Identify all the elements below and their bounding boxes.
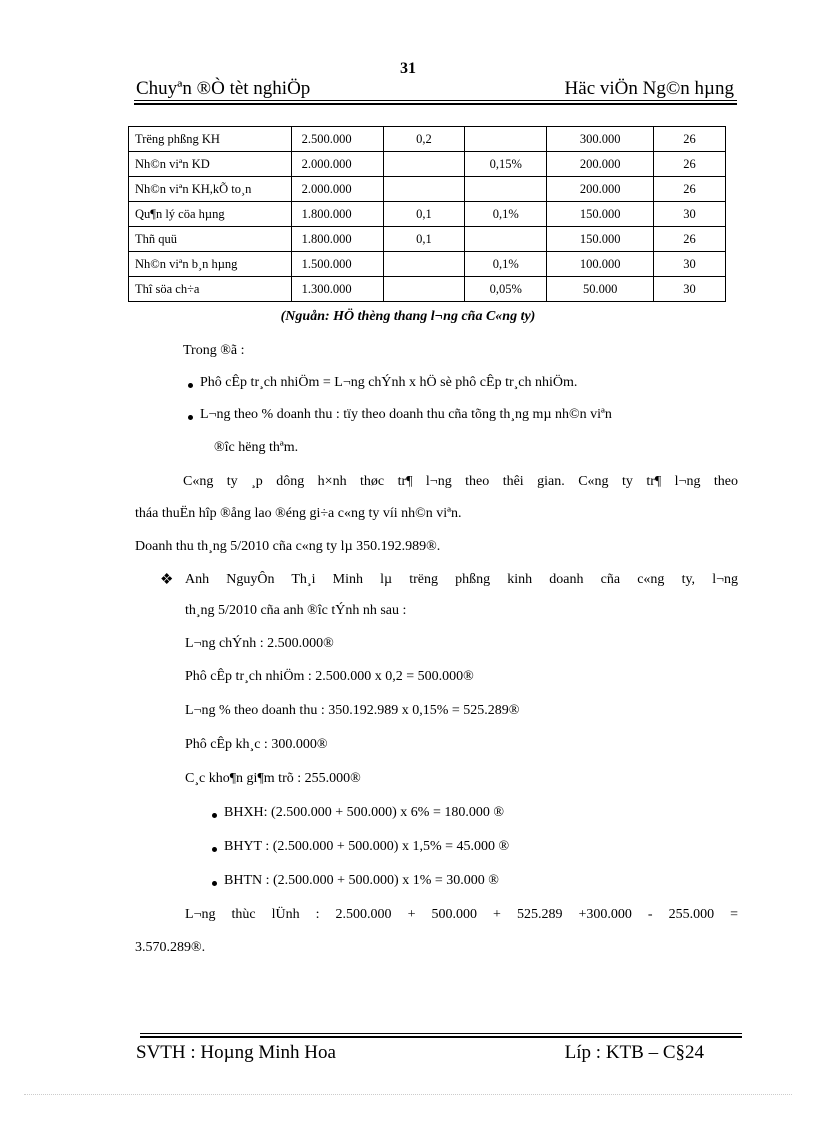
table-row [129,152,726,177]
net-salary-line: L¬ng thùc lÜnh : 2.500.000 + 500.000 + 525.289 +300.000 - 255.000 = [185,907,738,922]
footer-class: Líp : KTB – C§24 [564,1042,704,1063]
table-cell [383,277,465,302]
table-cell: 0,1% [465,252,547,277]
table-cell: 0,15% [465,152,547,177]
table-row [129,127,726,152]
bullet-allowance: Phô cÊp tr¸ch nhiÖm = L¬ng chÝnh x hÖ sè phô cÊp tr¸ch nhiÖm. [200,375,578,390]
paragraph-line: tháa thuËn hîp ®ång lao ®éng gi÷a c«ng ty víi nh©n viªn. [135,506,462,521]
table-cell: 150.000 [547,202,654,227]
page-number: 31 [400,60,416,77]
net-salary-line: 3.570.289®. [135,940,206,955]
table-cell: 200.000 [547,177,654,202]
table-row [129,202,726,227]
table-row [129,227,726,252]
table-cell: Qu¶n lý cöa hµng [129,202,292,227]
header-title: Chuyªn ®Ò tèt nghiÖp [136,78,311,99]
calc-deductions: C¸c kho¶n gi¶m trõ : 255.000® [185,771,361,786]
table-cell: 0,1 [383,202,465,227]
salary-table [128,126,726,302]
table-cell: 1.300.000 [291,277,383,302]
table-cell: 50.000 [547,277,654,302]
table-cell [465,177,547,202]
intro-text: Trong ®ã : [183,343,245,358]
table-cell [465,127,547,152]
deduction-bhxh: BHXH: (2.500.000 + 500.000) x 6% = 180.000 ® [224,805,504,820]
header-rule-thick [134,103,737,105]
bullet-revenue-pct-cont: ®îc hëng thªm. [214,440,299,455]
calc-revenue-pct: L¬ng % theo doanh thu : 350.192.989 x 0,15% = 525.289® [185,703,520,718]
table-cell [383,152,465,177]
table-cell: 150.000 [547,227,654,252]
table-cell: Trëng phßng KH [129,127,292,152]
example-line: th¸ng 5/2010 cña anh ®îc tÝnh nh sau : [185,603,407,618]
revenue-statement: Doanh thu th¸ng 5/2010 cña c«ng ty lµ 350.192.989®. [135,539,441,554]
table-cell: 26 [654,152,726,177]
table-cell: Nh©n viªn b¸n hµng [129,252,292,277]
table-cell: 30 [654,202,726,227]
calc-base-salary: L¬ng chÝnh : 2.500.000® [185,636,334,651]
table-cell: 0,2 [383,127,465,152]
table-cell: 0,1 [383,227,465,252]
header-rule [134,100,737,101]
table-cell: 2.000.000 [291,177,383,202]
table-row [129,177,726,202]
table-source-caption: (Nguån: HÖ thèng thang l¬ng cña C«ng ty) [280,309,536,324]
table-cell: 26 [654,227,726,252]
diamond-bullet-icon: ❖ [160,572,174,588]
table-cell: Nh©n viªn KD [129,152,292,177]
example-line: Anh NguyÔn Th¸i Minh lµ trëng phßng kinh doanh cña c«ng ty, l¬ng [185,572,738,587]
table-cell: 1.800.000 [291,202,383,227]
table-cell: 30 [654,252,726,277]
table-cell [383,177,465,202]
table-cell: Thî söa ch÷a [129,277,292,302]
table-cell: 0,1% [465,202,547,227]
table-cell: 26 [654,177,726,202]
table-row [129,277,726,302]
deduction-bhyt: BHYT : (2.500.000 + 500.000) x 1,5% = 45.000 ® [224,839,510,854]
footer-student: SVTH : Hoµng Minh Hoa [136,1042,336,1063]
paragraph-line: C«ng ty ¸p dông h×nh thøc tr¶ l¬ng theo thêi gian. C«ng ty tr¶ l¬ng theo [183,474,738,489]
header-institution: Häc viÖn Ng©n hµng [564,78,734,99]
footer-rule-thick [140,1036,742,1038]
calc-other-allowance: Phô cÊp kh¸c : 300.000® [185,737,328,752]
calc-responsibility-allowance: Phô cÊp tr¸ch nhiÖm : 2.500.000 x 0,2 = 500.000® [185,669,474,684]
footer-rule [140,1033,742,1034]
page-edge-divider [24,1094,792,1095]
table-cell: 200.000 [547,152,654,177]
table-cell: 0,05% [465,277,547,302]
table-cell [465,227,547,252]
table-cell: 1.800.000 [291,227,383,252]
bullet-revenue-pct: L¬ng theo % doanh thu : tïy theo doanh thu cña tõng th¸ng mµ nh©n viªn [200,407,612,422]
table-cell: 26 [654,127,726,152]
table-cell: 300.000 [547,127,654,152]
table-cell: 2.000.000 [291,152,383,177]
table-cell: 100.000 [547,252,654,277]
table-cell: 30 [654,277,726,302]
table-row [129,252,726,277]
table-cell: 1.500.000 [291,252,383,277]
deduction-bhtn: BHTN : (2.500.000 + 500.000) x 1% = 30.000 ® [224,873,499,888]
table-cell: 2.500.000 [291,127,383,152]
table-cell [383,252,465,277]
table-cell: Thñ quü [129,227,292,252]
table-cell: Nh©n viªn KH,kÕ to¸n [129,177,292,202]
